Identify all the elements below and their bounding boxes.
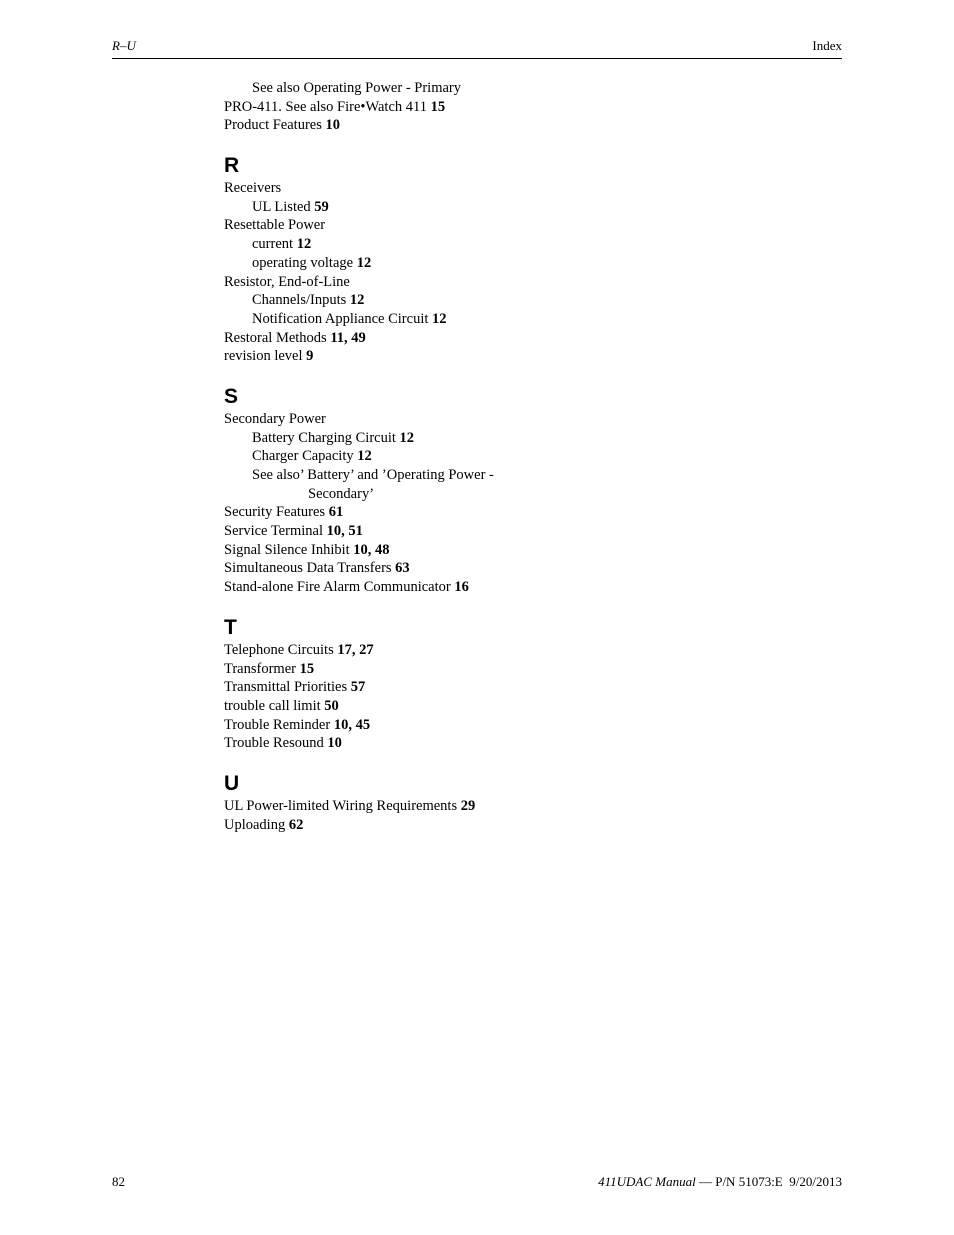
index-entry-text: current	[252, 236, 294, 253]
index-entry-pages: 50	[324, 697, 339, 714]
index-entry	[224, 254, 824, 273]
index-entry	[224, 410, 824, 429]
index-entry	[224, 291, 824, 310]
index-entry-pages: 12	[356, 254, 372, 271]
index-letter-heading: U	[224, 771, 240, 795]
index-entry-text: Product Features	[224, 117, 322, 134]
index-entry	[224, 678, 824, 697]
index-entry-pages: 11, 49	[330, 329, 366, 346]
index-entry-text: Receivers	[224, 180, 282, 197]
running-header-title: Index	[812, 38, 842, 53]
index-entry	[224, 447, 824, 466]
index-entry	[224, 329, 824, 348]
index-entry	[224, 79, 824, 98]
index-entry-pages: 12	[399, 429, 415, 446]
index-entry-text: Telephone Circuits	[224, 641, 334, 658]
index-entry	[224, 347, 824, 366]
index-letter-heading: R	[224, 154, 240, 178]
index-entry-pages: 10	[325, 117, 340, 134]
index-entry-pages: 57	[350, 679, 366, 696]
index-entry-pages: 10, 51	[326, 523, 363, 540]
index-letter-heading: S	[224, 384, 239, 408]
index-entry	[224, 578, 824, 597]
index-entry-text: UL Power-limited Wiring Requirements	[224, 797, 458, 814]
index-entry-pages: 62	[288, 816, 304, 833]
index-entry	[224, 697, 824, 716]
index-entry-text: Uploading	[224, 816, 286, 833]
index-entry-pages: 12	[349, 292, 365, 309]
index-entry-text: trouble call limit	[224, 697, 321, 714]
index-entry-pages: 12	[432, 310, 447, 327]
index-entry	[224, 660, 824, 679]
index-entry-text: See also’ Battery’ and ’Operating Power -	[252, 467, 494, 483]
index-entry-text: Transmittal Priorities	[224, 679, 348, 696]
index-entry-text: Notification Appliance Circuit	[252, 310, 429, 327]
index-entry	[224, 541, 824, 560]
index-entry-text: operating voltage	[252, 254, 354, 271]
index-entry	[224, 216, 824, 235]
index-entry-text: Transformer	[224, 660, 296, 677]
index-entry	[224, 116, 824, 135]
part-number: P/N 51073:E	[715, 1174, 783, 1189]
index-entry-text: Channels/Inputs	[252, 292, 347, 309]
index-letter-heading: T	[224, 615, 237, 639]
index-entry	[224, 273, 824, 292]
index-entry-text: See also Operating Power - Primary	[252, 80, 461, 96]
index-entry-text: Battery Charging Circuit	[252, 429, 396, 446]
index-entry	[224, 522, 824, 541]
index-entry-pages: 16	[454, 579, 469, 596]
revision-date: 9/20/2013	[789, 1174, 842, 1189]
index-entry-text: Trouble Resound	[224, 735, 324, 752]
index-entry	[224, 716, 824, 735]
index-entry-text: Trouble Reminder	[224, 716, 331, 733]
index-entry	[224, 485, 824, 504]
index-entry-text: Restoral Methods	[224, 329, 327, 346]
index-entry-pages: 17, 27	[337, 641, 374, 658]
index-entry-text: Signal Silence Inhibit	[224, 541, 350, 558]
index-entry-pages: 63	[395, 560, 410, 577]
index-entry	[224, 797, 824, 816]
index-entry-pages: 61	[328, 504, 344, 521]
index-entry-pages: 59	[314, 198, 329, 215]
index-entry-text: Secondary’	[308, 485, 375, 502]
index-entry-pages: 12	[296, 236, 312, 253]
index-entry-text: UL Listed	[252, 198, 311, 215]
index-entry	[224, 641, 824, 660]
index-entry	[224, 559, 824, 578]
footer-dash: —	[695, 1174, 716, 1189]
index-entry-pages: 10, 45	[333, 716, 371, 733]
index-entry-text: Resettable Power	[224, 217, 326, 234]
index-entry-pages: 12	[357, 448, 372, 465]
index-entry-pages: 15	[299, 660, 315, 677]
index-entry-text: revision level	[224, 348, 303, 365]
index-entry	[224, 198, 824, 217]
index-entry	[224, 503, 824, 522]
index-entry-text: Stand-alone Fire Alarm Communicator	[224, 579, 451, 596]
index-entry	[224, 98, 824, 117]
index-entry-pages: 9	[306, 348, 314, 365]
index-entry-text: Charger Capacity	[252, 448, 354, 465]
index-entry-text: Secondary Power	[224, 410, 326, 427]
index-entry	[224, 816, 824, 835]
index-entry-pages: 29	[460, 797, 476, 814]
index-list	[224, 79, 824, 834]
page-number: 82	[112, 1174, 125, 1189]
footer-manual-info	[598, 1174, 842, 1190]
index-entry-text: Resistor, End-of-Line	[224, 273, 350, 290]
index-entry	[224, 235, 824, 254]
index-entry-text: Simultaneous Data Transfers	[224, 560, 392, 577]
index-entry	[224, 734, 824, 753]
header-rule	[112, 58, 842, 59]
index-entry-text: Security Features	[224, 504, 326, 521]
index-entry	[224, 466, 824, 485]
index-entry	[224, 310, 824, 329]
running-header-section: R–U	[112, 38, 136, 53]
index-entry-text: Service Terminal	[224, 523, 323, 540]
index-entry-pages: 15	[430, 98, 446, 115]
index-entry-text: PRO-411. See also Fire•Watch 411	[224, 98, 427, 115]
manual-title: 411UDAC Manual	[598, 1174, 696, 1189]
index-entry-pages: 10	[327, 735, 342, 752]
index-entry	[224, 429, 824, 448]
index-entry	[224, 179, 824, 198]
index-entry-pages: 10, 48	[353, 541, 390, 558]
